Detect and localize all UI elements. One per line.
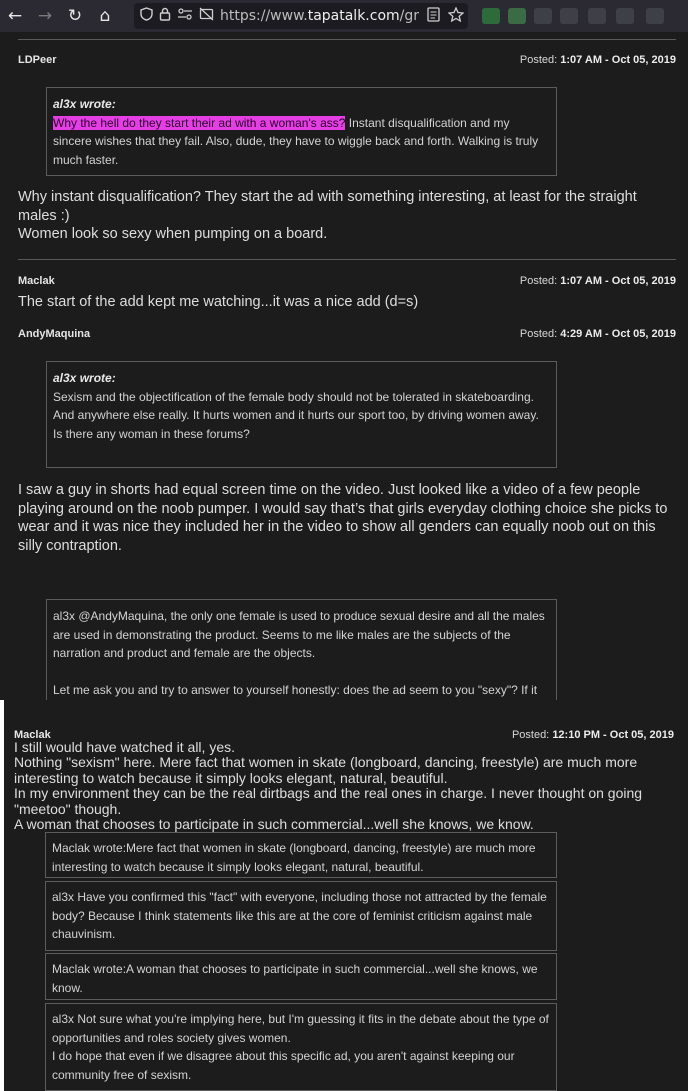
highlighted-text: Why the hell do they start their ad with a woman's ass? [53, 115, 346, 130]
extension-icon[interactable] [588, 8, 606, 24]
quote-header: al3x wrote: [53, 371, 116, 385]
extension-icon[interactable] [646, 8, 664, 24]
extension-icon[interactable] [560, 8, 578, 24]
thread-quote: Maclak wrote:Mere fact that women in skate (longboard, dancing, freestyle) are much more interesting to watch because it simply looks elegant, natural, beautiful. [45, 832, 557, 878]
back-button[interactable] [0, 0, 30, 32]
quote-header: al3x wrote: [53, 97, 116, 111]
lock-icon[interactable] [159, 7, 171, 25]
thread-quote: Maclak wrote:A woman that chooses to participate in such commercial...well she knows, we know. [45, 953, 557, 1000]
embedded-screenshot [0, 700, 688, 1091]
extension-icon[interactable] [508, 8, 526, 24]
post-body: I saw a guy in shorts had equal screen time on the video. Just looked like a video of a few people playing around on the noob pumper. I would say that’s that girls everyday clothing choice she picks to wear and it was nice they included her in the video to show all genders can equally noob out on this silly contraption. [18, 482, 668, 554]
thread-reply: al3x Not sure what you're implying here, but I'm guessing it fits in the debate about the type of opportunities and roles society gives women. I do hope that even if we disagree about this specific ad, you aren't against keeping our community free of sexism. [45, 1003, 557, 1091]
home-button[interactable] [90, 0, 120, 32]
post-date: Posted: 1:07 AM - Oct 05, 2019 [519, 275, 676, 287]
shield-icon[interactable] [140, 7, 153, 25]
divider [18, 39, 676, 40]
post-body: Why instant disqualification? They start the ad with something interesting, at least for the straight males :) Women look so sexy when pumping on a board. [18, 189, 637, 242]
post-body: I still would have watched it all, yes. Nothing "sexism" here. Mere fact that women in skate (longboard, dancing, freestyle) are much more interesting to watch because it simply looks elegant, natural, beautiful. In my environment they can be the real dirtbags and the real ones in charge. I never thought on going "meetoo" though. A woman that chooses to participate in such commercial...well she knows, we know. [14, 739, 643, 833]
post-date: Posted: 12:10 PM - Oct 05, 2019 [511, 729, 674, 741]
quote-text: Is there any woman in these forums? [53, 426, 250, 441]
quote-block [46, 361, 557, 468]
url-text: https://www.tapatalk.com/gr [220, 8, 420, 24]
quote-text: Sexism and the objectification of the female body should not be tolerated in skateboarding. And anywhere else really. It hurts women and it hurts our sport too, by driving women away. [53, 389, 539, 422]
post-author[interactable]: Maclak [18, 275, 55, 287]
quote-text: Why the hell do they start their ad with a woman's ass? Instant disqualification and my sincere wishes that they fail. Also, dude, they have to wiggle back and forth. Walking is truly much faster. [53, 115, 539, 167]
divider [18, 259, 676, 260]
browser-toolbar [0, 0, 688, 32]
bookmark-star-icon[interactable] [448, 7, 464, 26]
quote-block [46, 87, 557, 176]
post-date: Posted: 1:07 AM - Oct 05, 2019 [519, 54, 676, 66]
post-date: Posted: 4:29 AM - Oct 05, 2019 [519, 328, 676, 340]
extension-icon[interactable] [616, 8, 634, 24]
thread-reply: al3x Have you confirmed this "fact" with everyone, including those not attracted by the female body? Because I think statements like this are at the core of feminist criticism against male chauvinism. [45, 881, 557, 951]
post-author[interactable]: Maclak [14, 729, 51, 741]
reader-view-icon[interactable] [427, 7, 440, 26]
arrow-left-icon: ← [7, 6, 23, 26]
forward-button[interactable] [30, 0, 60, 32]
home-icon: ⌂ [99, 6, 111, 26]
tracking-off-icon[interactable] [199, 7, 214, 25]
reply-text: Let me ask you and try to answer to yourself honestly: does the ad seem to you "sexy"? If it [53, 682, 538, 697]
permissions-icon[interactable] [177, 7, 193, 25]
extension-icon[interactable] [482, 8, 500, 24]
post-body: The start of the add kept me watching...it was a nice add (d=s) [18, 294, 419, 310]
post-author[interactable]: LDPeer [18, 54, 57, 66]
reload-icon: ↻ [67, 6, 83, 26]
reply-text: al3x @AndyMaquina, the only one female is used to produce sexual desire and all the males are used in demonstrating the product. Seems to me like males are the subjects of the narration and product and female are the objects. [53, 609, 545, 660]
reload-button[interactable] [60, 0, 90, 32]
arrow-right-icon: → [37, 6, 53, 26]
post-author[interactable]: AndyMaquina [18, 328, 91, 340]
extension-icon[interactable] [534, 8, 552, 24]
address-bar[interactable] [134, 3, 468, 29]
